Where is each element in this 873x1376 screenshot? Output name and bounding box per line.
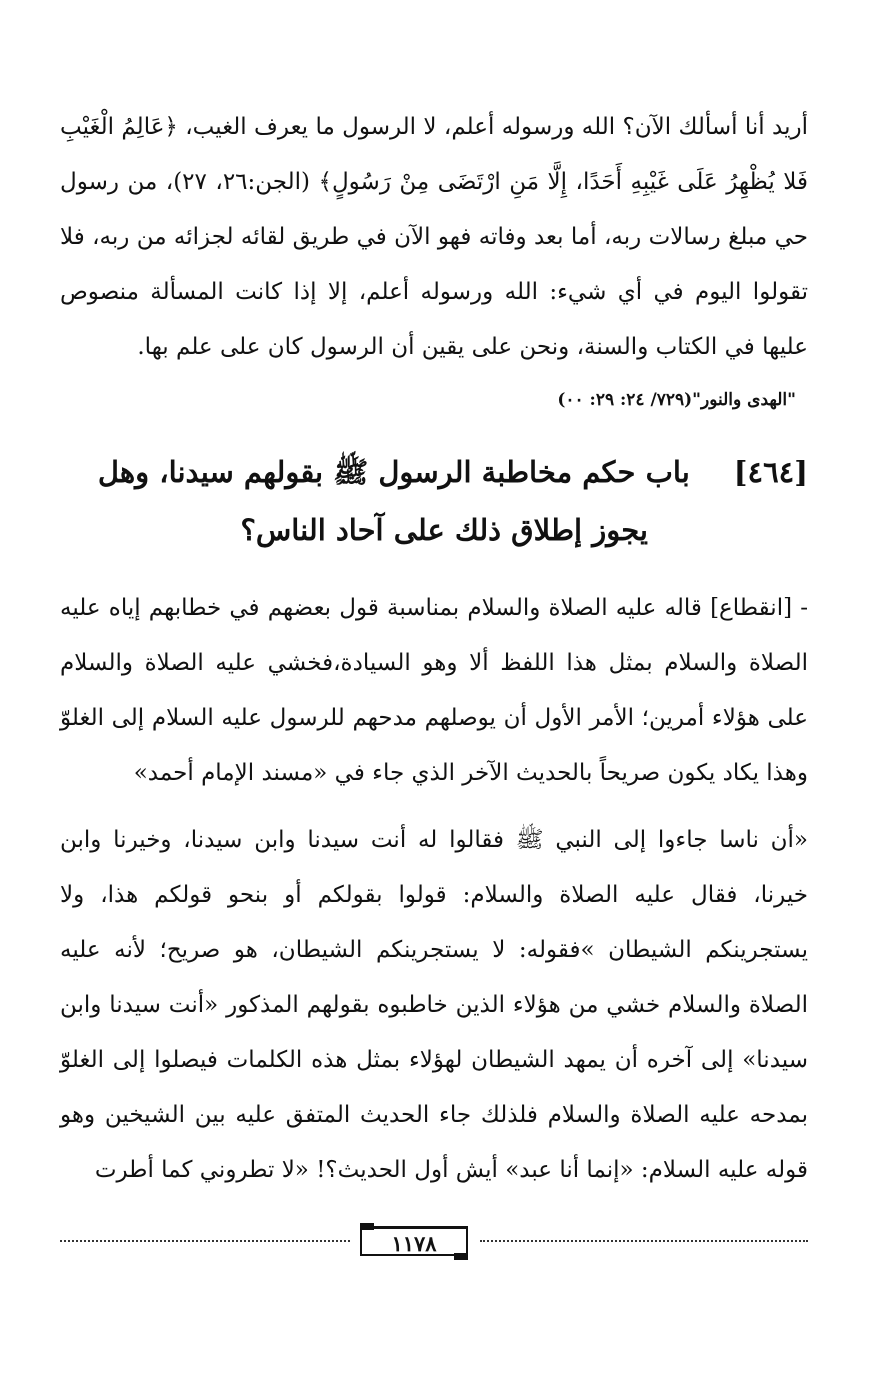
footer-rule-left [60, 1240, 350, 1242]
chapter-title-line1: باب حكم مخاطبة الرسول ﷺ بقولهم سيدنا، وهل [97, 455, 690, 489]
page-number: ١١٧٨ [360, 1226, 468, 1256]
footer-rule-right [480, 1240, 808, 1242]
page-footer [60, 1226, 808, 1260]
source-citation: "الهدى والنور"(٧٢٩/ ٢٤: ٢٩: ٠٠) [557, 390, 796, 410]
page-content [60, 100, 808, 1198]
paragraph-1: أريد أنا أسألك الآن؟ الله ورسوله أعلم، لا الرسول ما يعرف الغيب، ﴿عَالِمُ الْغَيْبِ فَلا يُظْهِرُ عَلَى غَيْبِهِ أَحَدًا، إِلَّا مَنِ ارْتَضَى مِنْ رَسُولٍ﴾ (الجن:٢٦، ٢٧)، من رسول حي مبلغ رسالات ربه، أما بعد وفاته فهو الآن في طريق لقائه لجزائه من ربه، فلا تقولوا اليوم في أي شيء: الله ورسوله أعلم، إلا إذا كانت المسألة منصوص عليها في الكتاب والسنة، ونحن على يقين أن الرسول كان على علم بها. [60, 114, 809, 360]
paragraph-2: - [انقطاع] قاله عليه الصلاة والسلام بمناسبة قول بعضهم في خطابهم إياه عليه الصلاة والسلام بمثل هذا اللفظ ألا وهو السيادة،فخشي عليه الصلاة والسلام على هؤلاء أمرين؛ الأمر الأول أن يوصلهم مدحهم للرسول عليه السلام إلى الغلوّ وهذا يكاد يكون صريحاً بالحديث الآخر الذي جاء في «مسند الإمام أحمد» [60, 595, 808, 786]
chapter-number: [٤٦٤] [733, 455, 808, 489]
paragraph-3: «أن ناسا جاءوا إلى النبي ﷺ فقالوا له أنت سيدنا وابن سيدنا، وخيرنا وابن خيرنا، فقال عليه الصلاة والسلام: قولوا بقولكم أو بنحو قولكم هذا، ولا يستجرينكم الشيطان »فقوله: لا يستجرينكم الشيطان، هو صريح؛ لأنه عليه الصلاة والسلام خشي من هؤلاء الذين خاطبوه بقولهم المذكور «أنت سيدنا وابن سيدنا» إلى آخره أن يمهد الشيطان لهؤلاء بمثل هذه الكلمات فيصلوا إلى الغلوّ بمدحه عليه الصلاة والسلام فلذلك جاء الحديث المتفق عليه بين الشيخين وهو قوله عليه السلام: «إنما أنا عبد» أيش أول الحديث؟! «لا تطروني كما أطرت [60, 827, 808, 1183]
chapter-heading [60, 443, 808, 559]
chapter-title-line2: يجوز إطلاق ذلك على آحاد الناس؟ [240, 513, 648, 547]
